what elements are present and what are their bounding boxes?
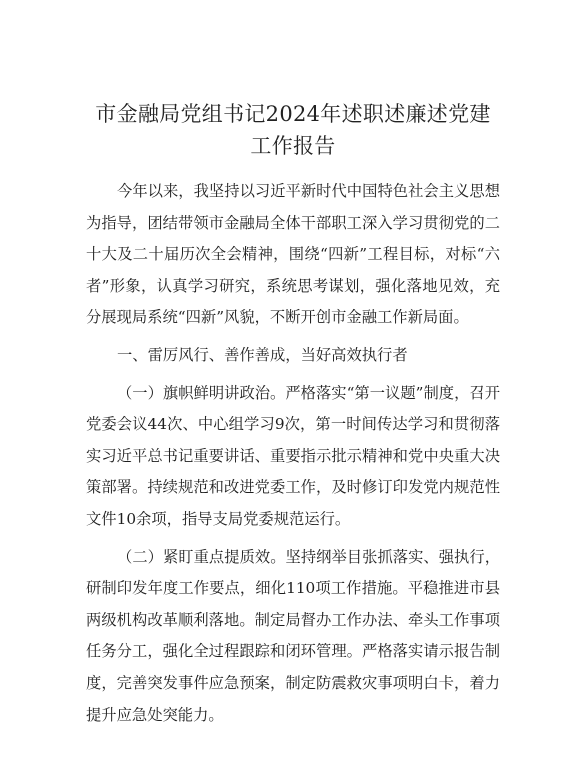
subsection-paragraph-1: （一）旗帜鲜明讲政治。严格落实“第一议题”制度，召开党委会议44次、中心组学习9次，第一时间传达学习和贯彻落实习近平总书记重要讲话、重要指示批示精神和党中央重大决策部署。持续规范和改进党委工作，及时修订印发党内规范性文件10余项，指导支局党委规范运行。	[86, 383, 500, 528]
intro-paragraph: 今年以来，我坚持以习近平新时代中国特色社会主义思想为指导，团结带领市金融局全体干部职工深入学习贯彻党的二十大及二十届历次全会精神，围绕“四新”工程目标，对标“六者”形象，认真学习研究，系统思考谋划，强化落地见效，充分展现局系统“四新”风貌，不断开创市金融工作新局面。	[86, 182, 500, 327]
section-heading-1: 一、雷厉风行、善作善成，当好高效执行者	[117, 345, 408, 364]
document-title: 市金融局党组书记2024年述职述廉述党建工作报告	[95, 102, 491, 158]
subsection-paragraph-2: （二）紧盯重点提质效。坚持纲举目张抓落实、强执行，研制印发年度工作要点，细化110项工作措施。平稳推进市县两级机构改革顺利落地。制定局督办工作办法、牵头工作事项任务分工，强化全过程跟踪和闭环管理。严格落实请示报告制度，完善突发事件应急预案，制定防震救灾事项明白卡，着力提升应急处突能力。	[86, 547, 500, 724]
